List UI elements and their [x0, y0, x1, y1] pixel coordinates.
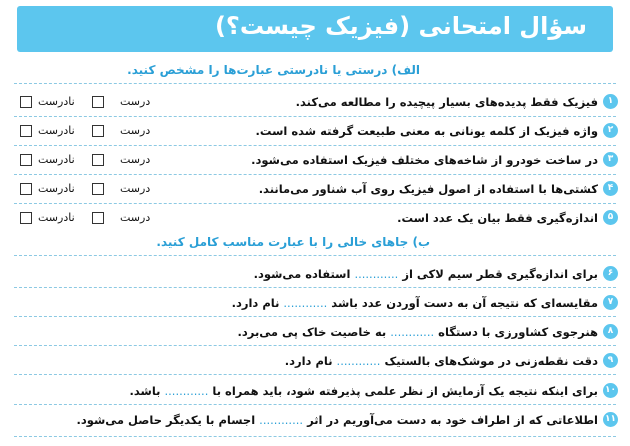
- question-text-before: دقت نقطه‌زنی در موشک‌های بالستیک: [384, 354, 598, 368]
- answer-blank[interactable]: ............: [164, 384, 209, 398]
- fill-blank-question: [232, 296, 598, 310]
- true-label: درست: [120, 124, 151, 137]
- divider: [14, 404, 616, 405]
- question-text: کشتی‌ها با استفاده از اصول فیزیک روی آب شناور می‌مانند.: [258, 182, 598, 196]
- answer-blank[interactable]: ............: [390, 325, 435, 339]
- true-false-options: [20, 153, 170, 167]
- true-label: درست: [120, 182, 151, 195]
- divider: [14, 345, 616, 346]
- true-checkbox[interactable]: [92, 212, 104, 224]
- fill-blank-question: [130, 384, 598, 398]
- question-text-before: مقایسه‌ای که نتیجه آن به دست آوردن عدد باشد: [331, 296, 598, 310]
- header-banner: [17, 6, 613, 52]
- true-checkbox[interactable]: [92, 183, 104, 195]
- fill-blank-question: [238, 325, 598, 339]
- false-checkbox[interactable]: [20, 183, 32, 195]
- fill-blank-question: [285, 354, 598, 368]
- divider: [14, 287, 616, 288]
- divider: [14, 374, 616, 375]
- question-number: ۷: [603, 295, 618, 310]
- section-b-title: ب) جاهای خالی را با عبارت مناسب کامل کنید.: [156, 235, 430, 249]
- question-text-before: برای اینکه نتیجه یک آزمایش از نظر علمی پذیرفته شود، باید همراه با: [212, 384, 598, 398]
- question-number: ۱۰: [603, 383, 618, 398]
- question-number: ۱۱: [603, 412, 618, 427]
- true-checkbox[interactable]: [92, 96, 104, 108]
- question-number: ۲: [603, 123, 618, 138]
- true-false-options: [20, 211, 170, 225]
- divider: [14, 436, 616, 437]
- question-number: ۳: [603, 152, 618, 167]
- question-text: در ساخت خودرو از شاخه‌های مختلف فیزیک استفاده می‌شود.: [251, 153, 598, 167]
- question-text-after: نام دارد.: [284, 354, 333, 368]
- true-checkbox[interactable]: [92, 154, 104, 166]
- divider: [14, 255, 616, 256]
- false-label: نادرست: [38, 95, 75, 108]
- question-text: واژه فیزیک از کلمه یونانی به معنی طبیعت گرفته شده است.: [255, 124, 598, 138]
- false-label: نادرست: [38, 182, 75, 195]
- false-checkbox[interactable]: [20, 125, 32, 137]
- false-label: نادرست: [38, 153, 75, 166]
- section-a-title: الف) درستی یا نادرستی عبارت‌ها را مشخص کنید.: [127, 63, 420, 77]
- question-text-before: هنرجوی کشاورزی با دستگاه: [438, 325, 598, 339]
- answer-blank[interactable]: ............: [336, 354, 381, 368]
- question-number: ۹: [603, 353, 618, 368]
- false-checkbox[interactable]: [20, 96, 32, 108]
- divider: [14, 316, 616, 317]
- question-number: ۵: [603, 210, 618, 225]
- question-text-before: اطلاعاتی که از اطراف خود به دست می‌آوریم در اثر: [307, 413, 598, 427]
- question-text-after: نام دارد.: [231, 296, 280, 310]
- answer-blank[interactable]: ............: [259, 413, 304, 427]
- divider: [14, 174, 616, 175]
- divider: [14, 83, 616, 84]
- page-title: سؤال امتحانی (فیزیک چیست؟): [214, 12, 587, 40]
- question-text-after: باشد.: [129, 384, 161, 398]
- divider: [14, 116, 616, 117]
- true-false-options: [20, 124, 170, 138]
- question-text-after: اجسام با یکدیگر حاصل می‌شود.: [76, 413, 256, 427]
- true-checkbox[interactable]: [92, 125, 104, 137]
- false-checkbox[interactable]: [20, 212, 32, 224]
- question-number: ۴: [603, 181, 618, 196]
- question-number: ۶: [603, 266, 618, 281]
- true-false-options: [20, 182, 170, 196]
- question-number: ۱: [603, 94, 618, 109]
- question-number: ۸: [603, 324, 618, 339]
- false-label: نادرست: [38, 211, 75, 224]
- question-text-after: استفاده می‌شود.: [253, 267, 351, 281]
- false-checkbox[interactable]: [20, 154, 32, 166]
- question-text-before: برای اندازه‌گیری قطر سیم لاکی از: [402, 267, 598, 281]
- true-label: درست: [120, 153, 151, 166]
- question-text-after: به خاصیت خاک پی می‌برد.: [237, 325, 387, 339]
- true-false-options: [20, 95, 170, 109]
- divider: [14, 203, 616, 204]
- false-label: نادرست: [38, 124, 75, 137]
- true-label: درست: [120, 211, 151, 224]
- answer-blank[interactable]: ............: [283, 296, 328, 310]
- divider: [14, 145, 616, 146]
- fill-blank-question: [254, 267, 598, 281]
- fill-blank-question: [76, 413, 598, 427]
- question-text: اندازه‌گیری فقط بیان یک عدد است.: [397, 211, 598, 225]
- answer-blank[interactable]: ............: [354, 267, 399, 281]
- question-text: فیزیک فقط پدیده‌های بسیار پیچیده را مطالعه می‌کند.: [295, 95, 598, 109]
- true-label: درست: [120, 95, 151, 108]
